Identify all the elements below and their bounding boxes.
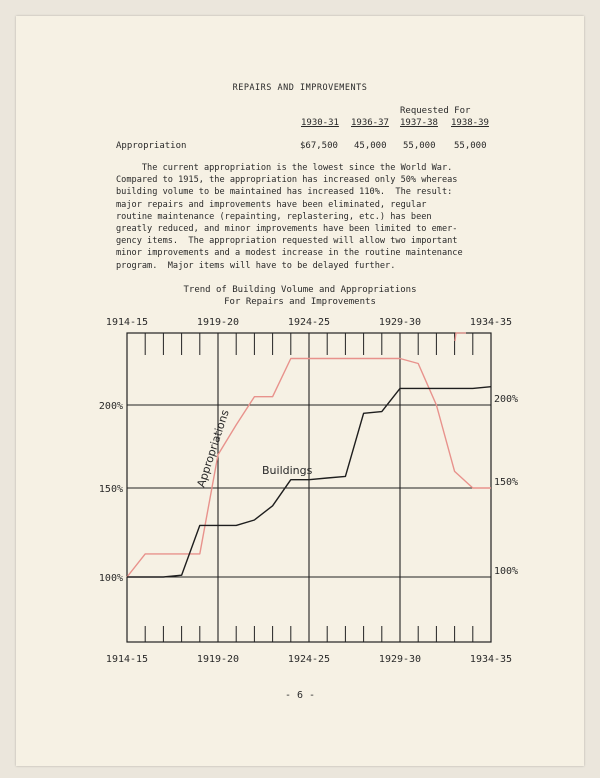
buildings-series-label: Buildings [262,464,313,477]
y-tick-label-right: 200% [494,394,519,405]
paragraph-line: gency items. The appropriation requested will allow two important [116,236,458,247]
appropriations-series-label: Appropriations [194,408,232,489]
paragraph-line: The current appropriation is the lowest since the World War. [116,163,453,173]
chart-gridlines [127,333,491,642]
page-title: REPAIRS AND IMPROVEMENTS [232,83,368,93]
appropriation-value: 55,000 [454,141,487,151]
page-number: - 6 - [284,690,316,701]
y-tick-label-right: 100% [494,566,519,577]
x-tick-label-bottom: 1934-35 [469,654,513,665]
year-header: 1936-37 [351,118,389,128]
chart-subtitle: For Repairs and Improvements [224,297,376,307]
y-tick-label-left: 150% [98,484,123,495]
paragraph-line: greatly reduced, and minor improvements have been limited to emer- [116,224,458,235]
paragraph-line: major repairs and improvements have been eliminated, regular [116,199,427,210]
requested-for-label: Requested For [400,106,471,116]
appropriation-value: $67,500 [300,141,338,151]
x-tick-label-bottom: 1929-30 [378,654,422,665]
x-tick-label-top: 1924-25 [287,317,331,328]
appropriation-value: 45,000 [354,141,387,151]
y-tick-label-right: 150% [494,477,519,488]
x-tick-label-bottom: 1919-20 [196,654,240,665]
x-tick-label-bottom: 1914-15 [105,654,149,665]
appropriation-label: Appropriation [116,141,187,151]
paragraph-line: program. Major items will have to be delayed further. [116,260,396,271]
year-header: 1938-39 [451,118,489,128]
year-header: 1930-31 [301,118,339,128]
appropriation-value: 55,000 [403,141,436,151]
paragraph-line: Compared to 1915, the appropriation has increased only 50% whereas [116,175,458,186]
hand-mark-icon [455,333,466,341]
paragraph-line: routine maintenance (repainting, replastering, etc.) has been [116,211,432,222]
chart-annotations [194,333,466,489]
year-header: 1937-38 [400,118,438,128]
x-tick-label-top: 1914-15 [105,317,149,328]
x-tick-label-top: 1929-30 [378,317,422,328]
chart-title: Trend of Building Volume and Appropriations [183,285,417,295]
x-tick-label-top: 1919-20 [196,317,240,328]
paragraph-line: minor improvements and a modest increase in the routine maintenance [116,248,463,259]
y-tick-label-left: 200% [98,401,123,412]
paragraph-line: building volume to be maintained has increased 110%. The result: [116,187,453,198]
x-tick-label-bottom: 1924-25 [287,654,331,665]
y-tick-label-left: 100% [98,573,123,584]
x-tick-label-top: 1934-35 [469,317,513,328]
